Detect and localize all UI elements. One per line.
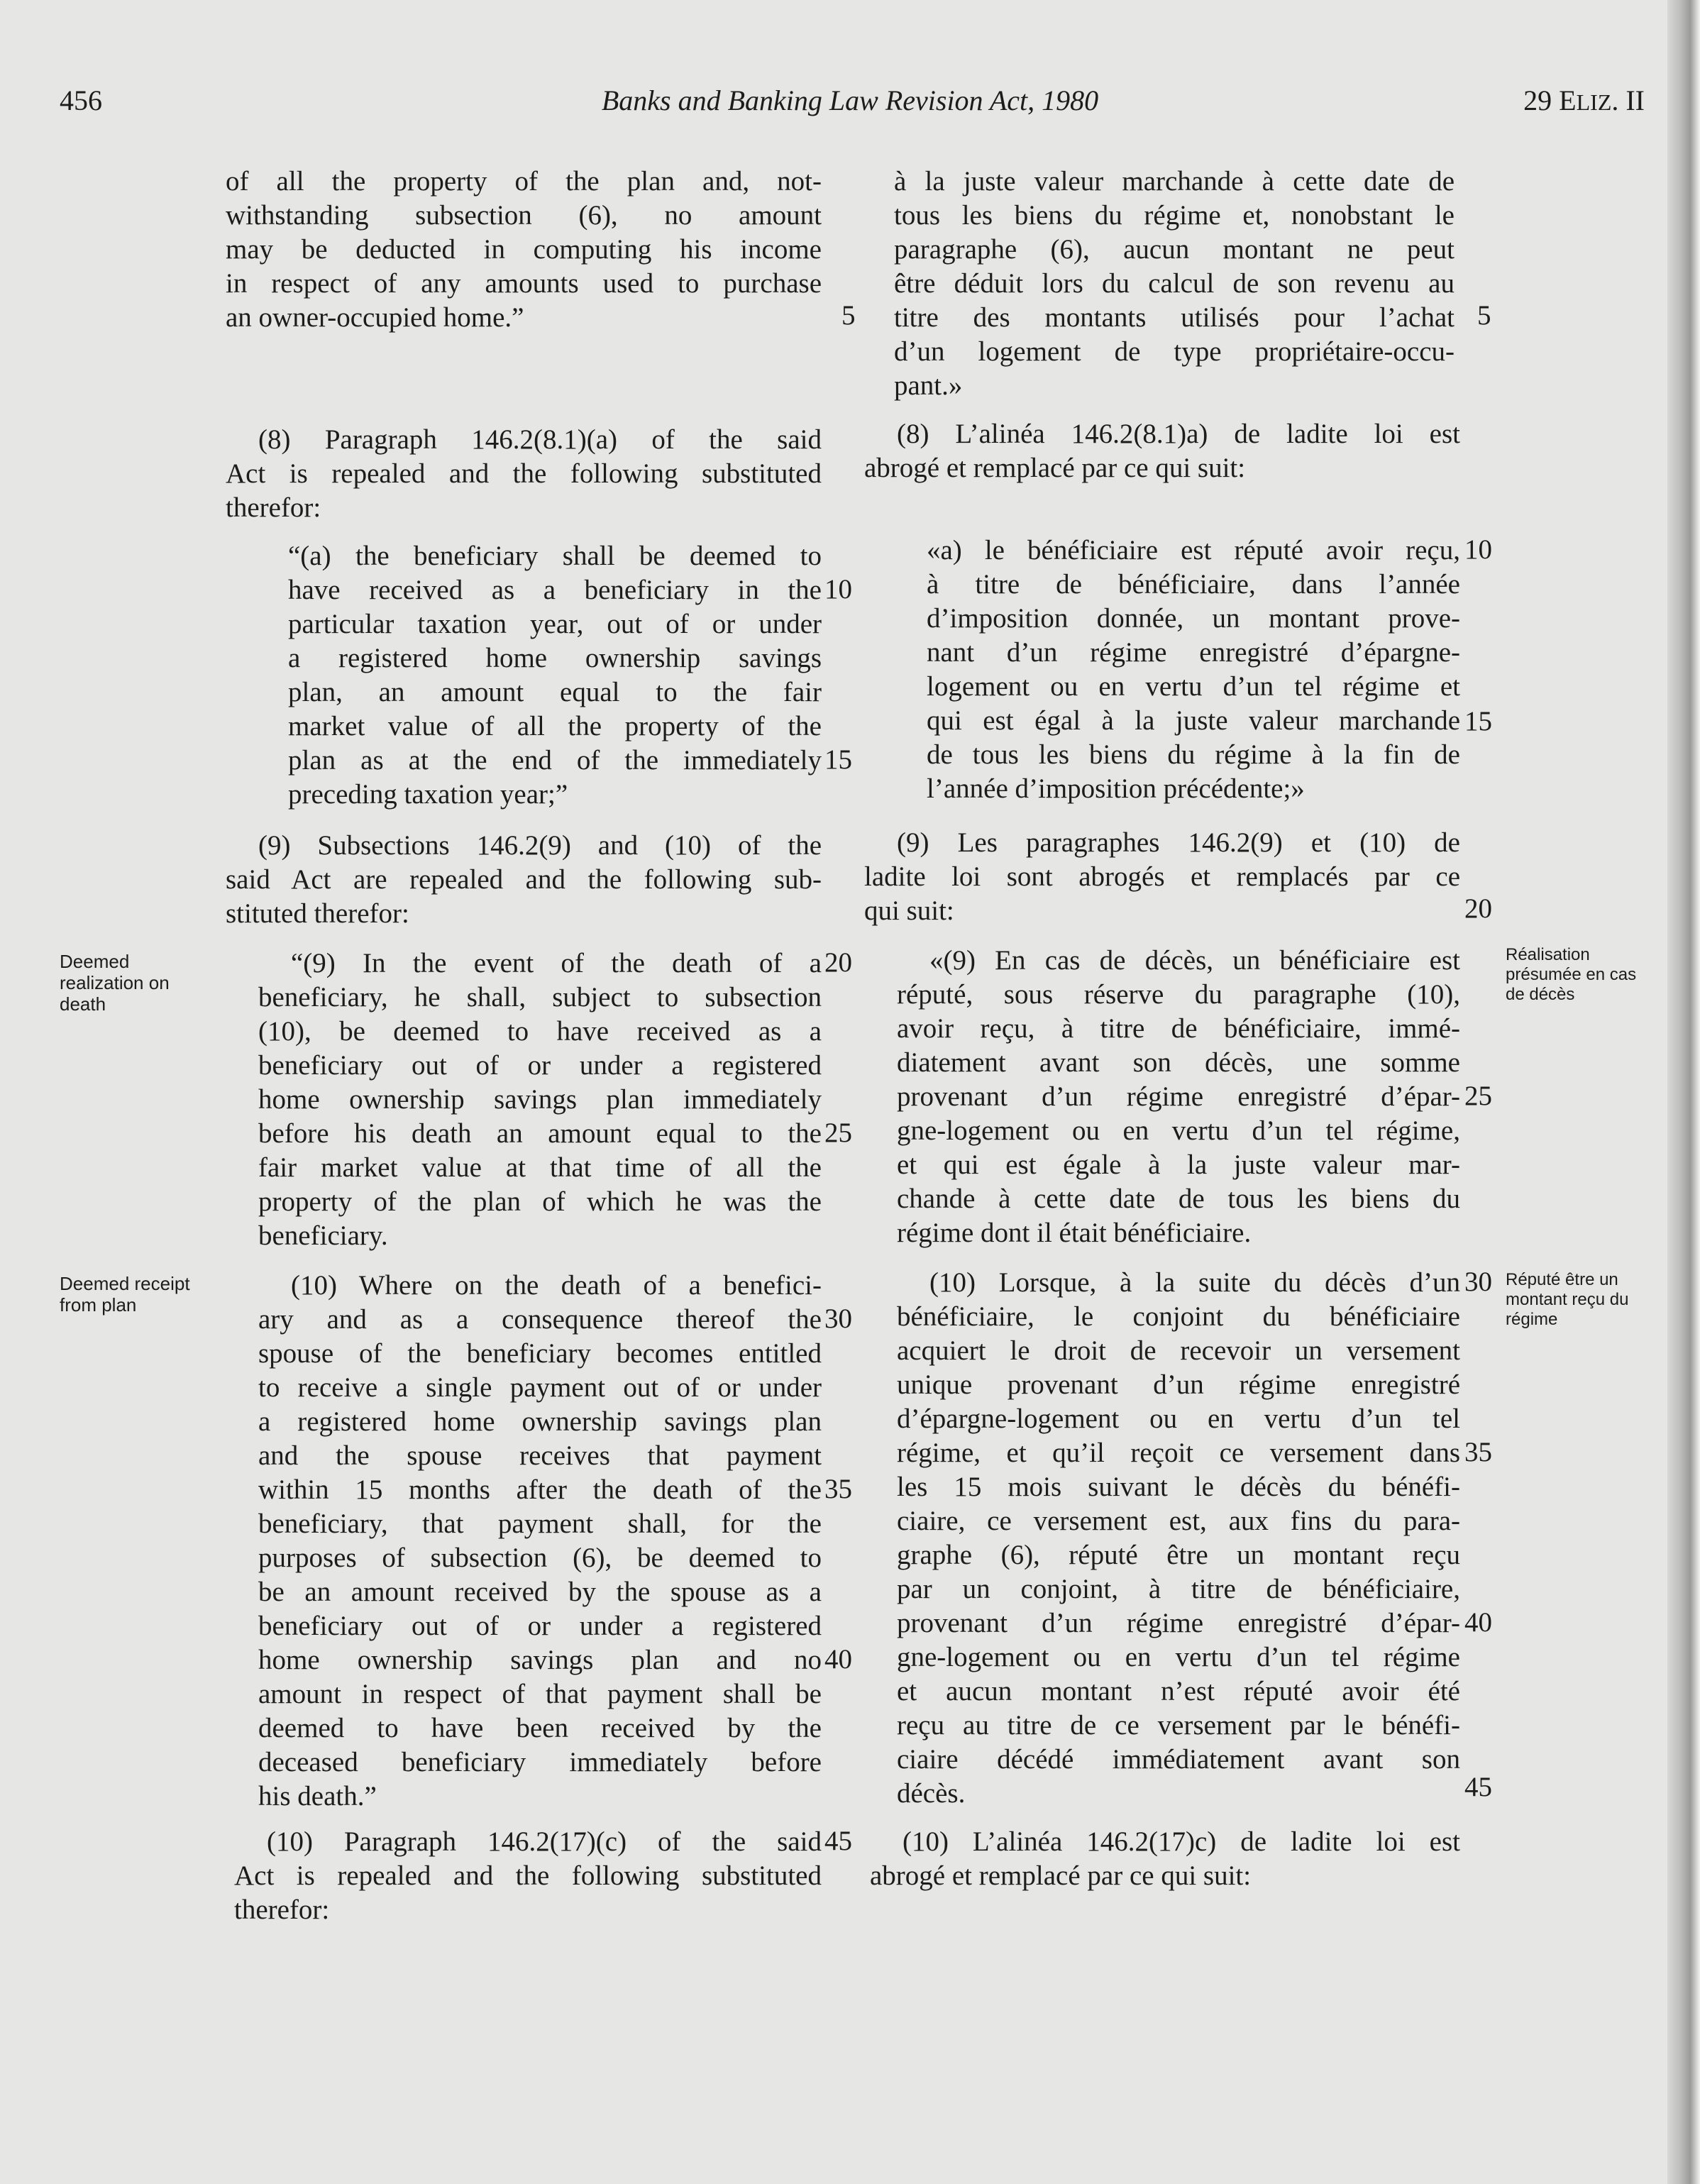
text-line: (10) L’alinéa 146.2(17)c) de ladite loi est bbox=[903, 1826, 1460, 1857]
text-line: purposes of subsection (6), be deemed to bbox=[258, 1543, 822, 1573]
text-line: within 15 months after the death of the bbox=[258, 1474, 822, 1505]
line-number: 35 bbox=[824, 1474, 852, 1504]
text-line: reçu au titre de ce versement par le bénéfi- bbox=[897, 1710, 1460, 1741]
text-line: abrogé et remplacé par ce qui suit: bbox=[864, 453, 1246, 483]
text-line: avoir reçu, à titre de bénéficiaire, immé- bbox=[897, 1013, 1460, 1044]
margin-note-realisation-presumee: Réalisation présumée en cas de décès bbox=[1506, 945, 1637, 1004]
text-line: spouse of the beneficiary becomes entitled bbox=[258, 1338, 822, 1369]
text-line: preceding taxation year;” bbox=[288, 779, 568, 810]
line-number: 20 bbox=[824, 947, 852, 978]
text-line: before his death an amount equal to the bbox=[258, 1118, 822, 1149]
text-line: therefor: bbox=[234, 1895, 330, 1925]
text-line: provenant d’un régime enregistré d’épar- bbox=[897, 1081, 1460, 1112]
text-line: “(9) In the event of the death of a bbox=[291, 948, 822, 978]
text-line: market value of all the property of the bbox=[288, 711, 822, 741]
text-line: home ownership savings plan and no bbox=[258, 1645, 822, 1675]
regnal-year: 29 ELIZ. II bbox=[1523, 84, 1645, 116]
text-line: pant.» bbox=[894, 370, 963, 401]
text-line: and the spouse receives that payment bbox=[258, 1440, 822, 1471]
text-line: ary and as a consequence thereof the bbox=[258, 1304, 822, 1335]
margin-note-deemed-receipt: Deemed receipt from plan bbox=[60, 1273, 190, 1316]
text-line: l’année d’imposition précédente;» bbox=[927, 773, 1305, 804]
text-line: abrogé et remplacé par ce qui suit: bbox=[870, 1860, 1252, 1891]
en-section-9 bbox=[226, 829, 822, 931]
line-number: 25 bbox=[1464, 1081, 1492, 1111]
text-line: (10) Where on the death of a benefici- bbox=[291, 1270, 822, 1301]
line-number: 5 bbox=[1477, 300, 1491, 331]
text-line: plan as at the end of the immediately bbox=[288, 745, 822, 776]
text-line: décès. bbox=[897, 1778, 966, 1809]
text-line: (10) Lorsque, à la suite du décès d’un bbox=[929, 1267, 1460, 1298]
line-number: 30 bbox=[824, 1303, 852, 1334]
text-line: d’imposition donnée, un montant prove- bbox=[927, 603, 1460, 634]
line-number: 15 bbox=[1464, 706, 1492, 737]
margin-note-repute-etre-montant: Réputé être un montant reçu du régime bbox=[1506, 1270, 1629, 1329]
text-line: logement ou en vertu d’un tel régime et bbox=[927, 671, 1460, 702]
text-line: amount in respect of that payment shall be bbox=[258, 1679, 822, 1709]
text-line: (9) Les paragraphes 146.2(9) et (10) de bbox=[897, 827, 1460, 858]
text-line: be an amount received by the spouse as a bbox=[258, 1577, 822, 1607]
text-line: said Act are repealed and the following sub- bbox=[226, 864, 822, 895]
text-line: titre des montants utilisés pour l’achat bbox=[894, 302, 1455, 333]
fr-subsection-10 bbox=[897, 1266, 1460, 1811]
text-line: être déduit lors du calcul de son revenu au bbox=[894, 268, 1455, 299]
page-binding-edge bbox=[1667, 0, 1700, 2184]
text-line: réputé, sous réserve du paragraphe (10), bbox=[897, 979, 1460, 1010]
text-line: in respect of any amounts used to purchase bbox=[226, 268, 822, 299]
text-line: et aucun montant n’est réputé avoir été bbox=[897, 1676, 1460, 1706]
page-number: 456 bbox=[60, 84, 102, 116]
fr-subsection-9 bbox=[897, 944, 1460, 1250]
text-line: property of the plan of which he was the bbox=[258, 1186, 822, 1217]
text-line: régime dont il était bénéficiaire. bbox=[897, 1218, 1252, 1248]
text-line: of all the property of the plan and, not- bbox=[226, 166, 822, 197]
en-paragraph-8-a bbox=[226, 539, 822, 812]
text-line: nant d’un régime enregistré d’épargne- bbox=[927, 637, 1460, 668]
text-line: (10) Paragraph 146.2(17)(c) of the said bbox=[267, 1826, 822, 1857]
text-line: tous les biens du régime et, nonobstant le bbox=[894, 200, 1455, 231]
text-line: les 15 mois suivant le décès du bénéfi- bbox=[897, 1472, 1460, 1502]
text-line: beneficiary, he shall, subject to subsection bbox=[258, 982, 822, 1013]
text-line: et qui est égale à la juste valeur mar- bbox=[897, 1149, 1460, 1180]
fr-section-10 bbox=[870, 1825, 1460, 1893]
text-line: a registered home ownership savings bbox=[288, 643, 822, 673]
text-line: have received as a beneficiary in the bbox=[288, 575, 822, 605]
running-header bbox=[0, 84, 1700, 126]
text-line: his death.” bbox=[258, 1781, 377, 1811]
line-number: 45 bbox=[824, 1826, 852, 1856]
text-line: de tous les biens du régime à la fin de bbox=[927, 739, 1460, 770]
text-line: «a) le bénéficiaire est réputé avoir reçu, bbox=[927, 535, 1460, 566]
text-line: qui est égal à la juste valeur marchande bbox=[927, 705, 1460, 736]
en-paragraph-continuation bbox=[226, 165, 822, 335]
text-line: ciaire, ce versement est, aux fins du para- bbox=[897, 1506, 1460, 1536]
text-line: a registered home ownership savings plan bbox=[258, 1406, 822, 1437]
text-line: (10), be deemed to have received as a bbox=[258, 1016, 822, 1047]
text-line: d’épargne-logement ou en vertu d’un tel bbox=[897, 1403, 1460, 1434]
text-line: qui suit: bbox=[864, 895, 954, 926]
line-number: 10 bbox=[824, 574, 852, 605]
line-number: 40 bbox=[1464, 1607, 1492, 1638]
text-line: to receive a single payment out of or under bbox=[258, 1372, 822, 1403]
line-number: 15 bbox=[824, 744, 852, 775]
text-line: plan, an amount equal to the fair bbox=[288, 677, 822, 707]
text-line: deceased beneficiary immediately before bbox=[258, 1747, 822, 1777]
text-line: gne-logement ou en vertu d’un tel régime bbox=[897, 1642, 1460, 1672]
text-line: an owner-occupied home.” bbox=[226, 302, 524, 333]
text-line: à titre de bénéficiaire, dans l’année bbox=[927, 569, 1460, 600]
text-line: Act is repealed and the following substituted bbox=[234, 1860, 822, 1891]
text-line: acquiert le droit de recevoir un versement bbox=[897, 1335, 1460, 1366]
text-line: ciaire décédé immédiatement avant son bbox=[897, 1744, 1460, 1775]
line-number: 25 bbox=[824, 1118, 852, 1148]
line-number: 5 bbox=[841, 300, 856, 331]
text-line: (9) Subsections 146.2(9) and (10) of the bbox=[258, 830, 822, 861]
text-line: fair market value at that time of all the bbox=[258, 1152, 822, 1183]
text-line: diatement avant son décès, une somme bbox=[897, 1047, 1460, 1078]
act-title: Banks and Banking Law Revision Act, 1980 bbox=[601, 84, 1099, 116]
text-line: gne-logement ou en vertu d’un tel régime, bbox=[897, 1115, 1460, 1146]
text-line: provenant d’un régime enregistré d’épar- bbox=[897, 1608, 1460, 1638]
text-line: therefor: bbox=[226, 492, 321, 523]
en-section-8 bbox=[226, 423, 822, 525]
text-line: home ownership savings plan immediately bbox=[258, 1084, 822, 1115]
text-line: particular taxation year, out of or under bbox=[288, 609, 822, 639]
text-line: stituted therefor: bbox=[226, 898, 409, 929]
text-line: (8) L’alinéa 146.2(8.1)a) de ladite loi est bbox=[897, 419, 1460, 449]
en-section-10 bbox=[234, 1825, 822, 1927]
text-line: beneficiary out of or under a registered bbox=[258, 1611, 822, 1641]
text-line: par un conjoint, à titre de bénéficiaire, bbox=[897, 1574, 1460, 1604]
text-line: deemed to have been received by the bbox=[258, 1713, 822, 1743]
text-line: régime, et qu’il reçoit ce versement dans bbox=[897, 1438, 1460, 1468]
text-line: chande à cette date de tous les biens du bbox=[897, 1184, 1460, 1214]
fr-paragraph-8-a bbox=[864, 534, 1460, 806]
text-line: beneficiary. bbox=[258, 1220, 388, 1251]
line-number: 35 bbox=[1464, 1437, 1492, 1467]
text-line: unique provenant d’un régime enregistré bbox=[897, 1369, 1460, 1400]
text-line: d’un logement de type propriétaire-occu- bbox=[894, 336, 1455, 367]
text-line: withstanding subsection (6), no amount bbox=[226, 200, 822, 231]
text-line: beneficiary out of or under a registered bbox=[258, 1050, 822, 1081]
fr-paragraph-continuation bbox=[894, 165, 1455, 403]
margin-note-deemed-realization: Deemed realization on death bbox=[60, 951, 170, 1015]
fr-section-9 bbox=[864, 826, 1460, 928]
text-line: may be deducted in computing his income bbox=[226, 234, 822, 265]
text-line: «(9) En cas de décès, un bénéficiaire est bbox=[929, 945, 1460, 976]
text-line: bénéficiaire, le conjoint du bénéficiaire bbox=[897, 1301, 1460, 1332]
fr-section-8 bbox=[864, 417, 1460, 485]
line-number: 40 bbox=[824, 1644, 852, 1675]
text-line: “(a) the beneficiary shall be deemed to bbox=[288, 541, 822, 571]
text-line: paragraphe (6), aucun montant ne peut bbox=[894, 234, 1455, 265]
text-line: à la juste valeur marchande à cette date de bbox=[894, 166, 1455, 197]
line-number: 30 bbox=[1464, 1267, 1492, 1297]
text-line: Act is repealed and the following substituted bbox=[226, 458, 822, 489]
line-number: 45 bbox=[1464, 1772, 1492, 1802]
text-line: graphe (6), réputé être un montant reçu bbox=[897, 1540, 1460, 1570]
text-line: (8) Paragraph 146.2(8.1)(a) of the said bbox=[258, 424, 822, 455]
text-line: beneficiary, that payment shall, for the bbox=[258, 1509, 822, 1539]
line-number: 10 bbox=[1464, 534, 1492, 565]
en-subsection-10 bbox=[258, 1269, 822, 1814]
line-number: 20 bbox=[1464, 893, 1492, 924]
en-subsection-9 bbox=[258, 947, 822, 1253]
text-line: ladite loi sont abrogés et remplacés par ce bbox=[864, 861, 1460, 892]
